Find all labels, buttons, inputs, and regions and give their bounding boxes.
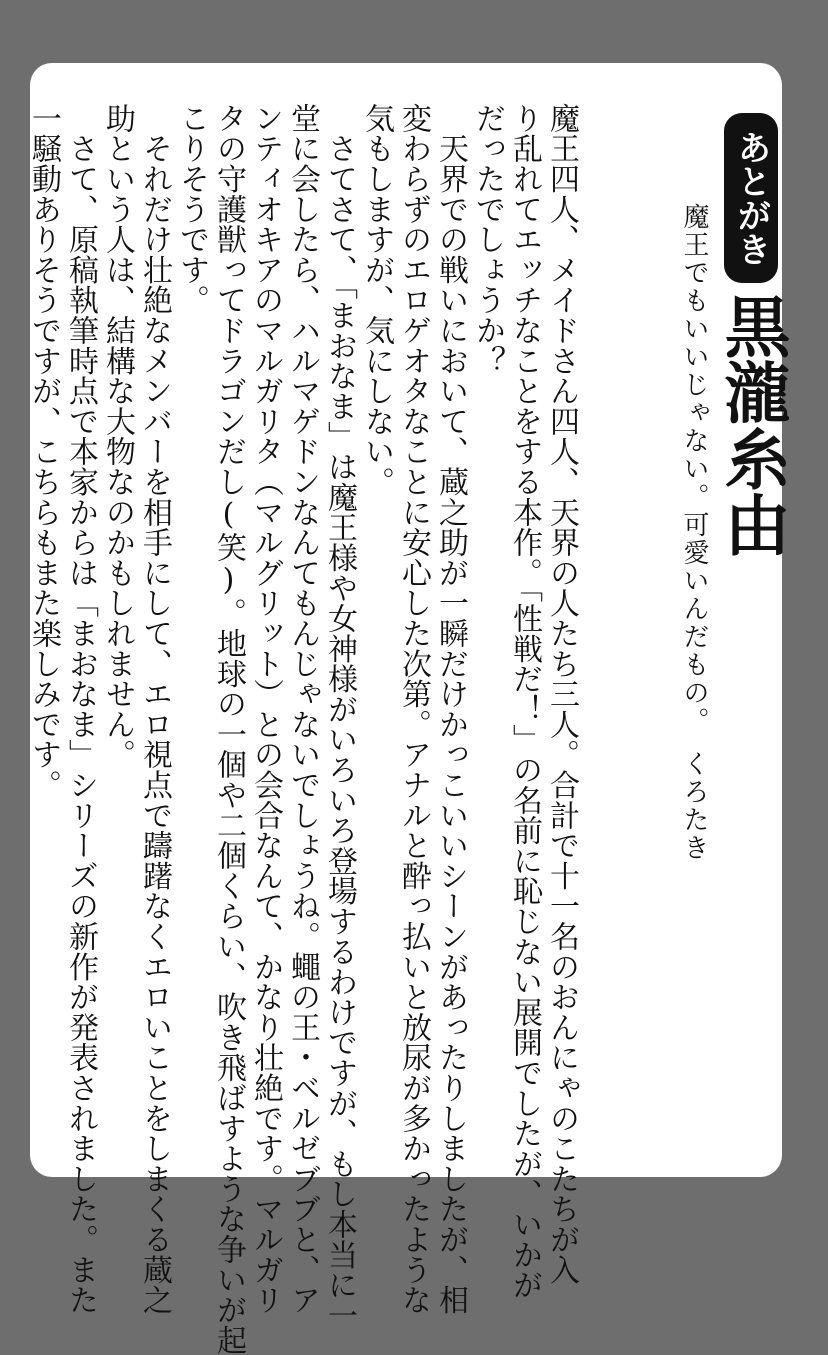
body-line: 堂に会したら、ハルマゲドンなんてもんじゃないでしょうね。蠅の王・ベルゼブブと、ア [285, 103, 320, 1315]
body-line: 一騒動ありそうですが、こちらもまた楽しみです。 [26, 103, 61, 800]
body-line: こりそうです。 [174, 103, 209, 316]
body-line: さて、原稿執筆時点で本家からは「まおなま」シリーズの新作が発表されました。また [63, 103, 98, 1315]
body-line: だったでしょうか？ [470, 103, 505, 376]
body-line: 魔王四人、メイドさん四人、天界の人たち三人。合計で十一名のおんにゃのこたちが入 [544, 103, 579, 1285]
body-line: 天界での戦いにおいて、蔵之助が一瞬だけかっこいいシーンがあったりしましたが、相 [433, 103, 468, 1315]
body-line: り乱れてエッチなことをする本作。「性戦だ！」の名前に恥じない展開でしたが、いかが [507, 103, 542, 1300]
body-line: さてさて、「まおなま」は魔王様や女神様がいろいろ登場するわけですが、もし本当に一 [322, 103, 357, 1331]
body-line: 気もしますが、気にしない。 [359, 103, 394, 497]
body-line: それだけ壮絶なメンバーを相手にして、エロ視点で躊躇なくエロいことをしまくる蔵之 [137, 103, 172, 1315]
afterword-page [26, 63, 790, 1355]
afterword-subtitle: 魔王でもいいじゃない。可愛いんだもの。 [679, 203, 709, 735]
body-line: タの守護獣ってドラゴンだし(笑)。地球の一個や二個くらい、吹き飛ばすような争いが起 [211, 103, 246, 1355]
body-line: 変わらずのエロゲオタなことに安心した次第。アナルと酔っ払いと放尿が多かったような [396, 103, 431, 1315]
body-line: ンティオキアのマルガリタ（マルグリット）との会合なんて、かなり壮絶です。マルガリ [248, 103, 283, 1315]
author-signature: くろたき [679, 750, 709, 862]
afterword-label: あとがき [724, 113, 778, 283]
author-name: 黒瀧糸由 [713, 293, 790, 557]
body-line: 助という人は、結構な大物なのかもしれません。 [100, 103, 135, 770]
